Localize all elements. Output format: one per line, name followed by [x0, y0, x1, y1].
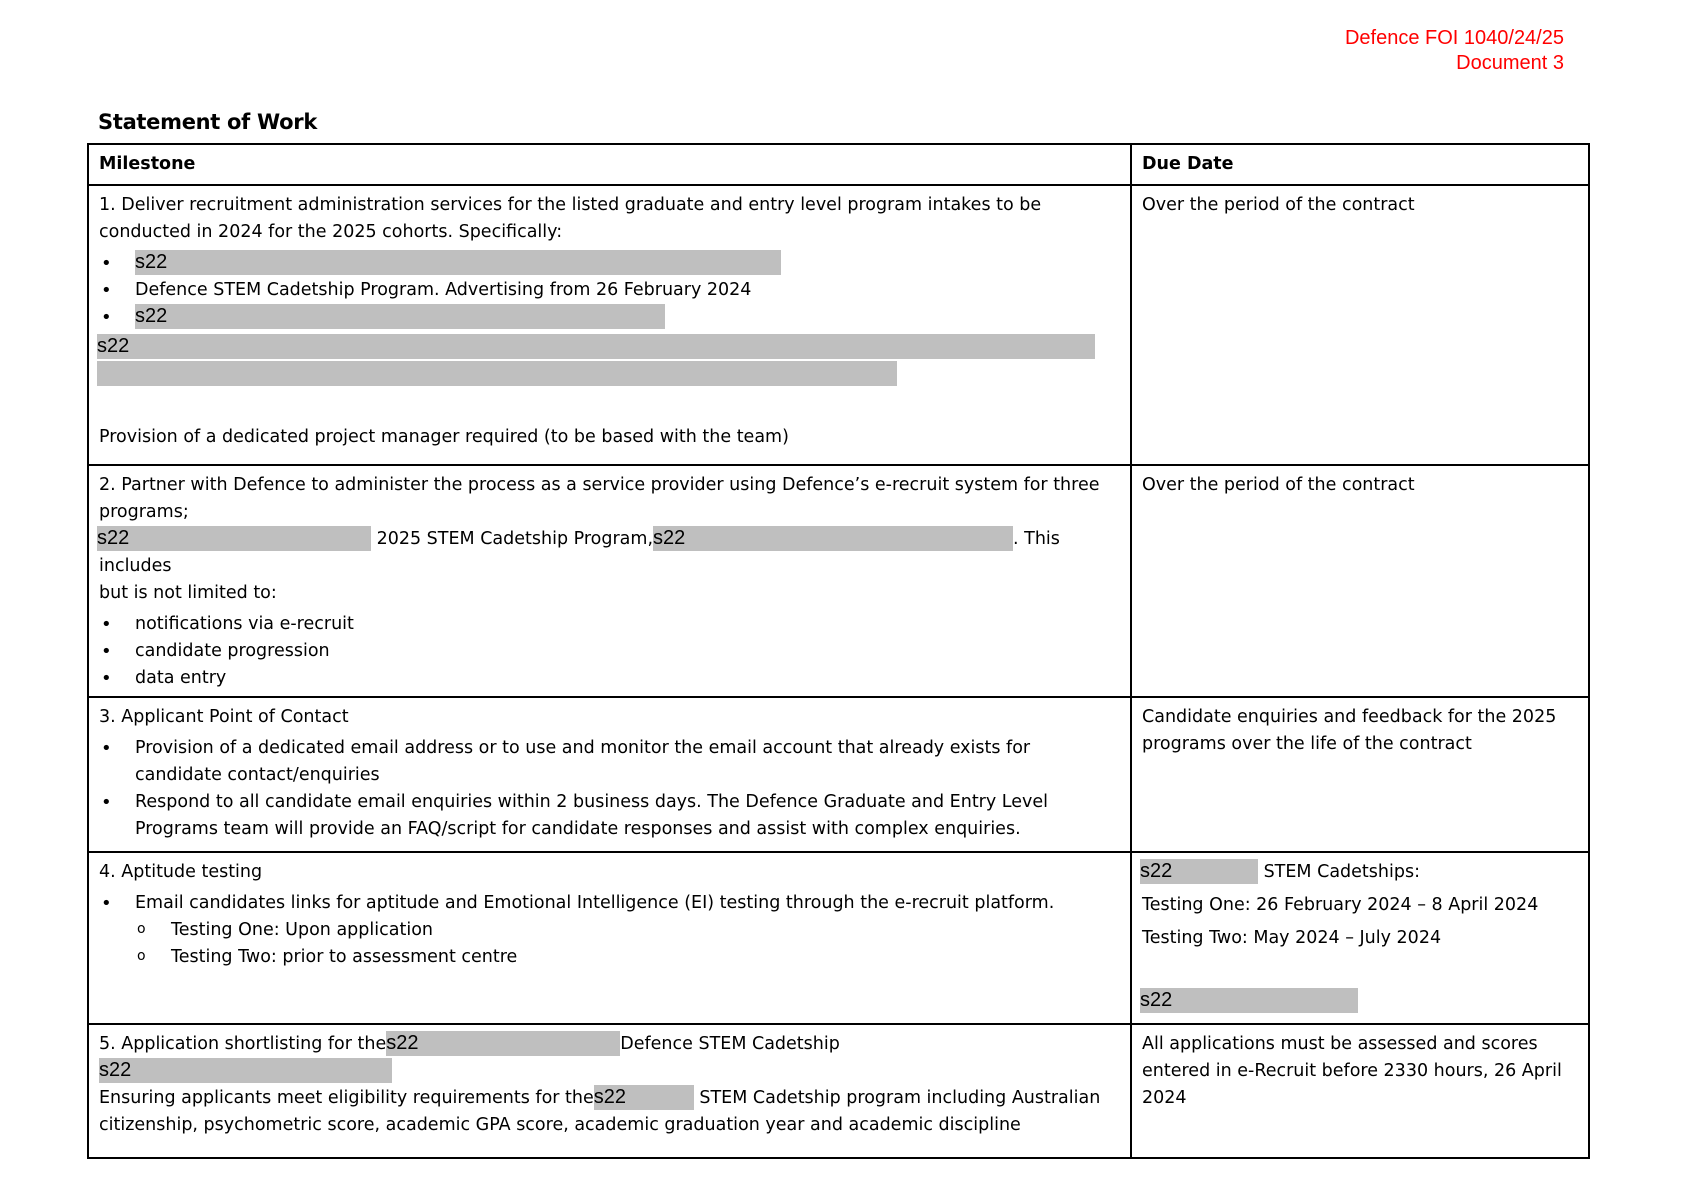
list-item	[99, 250, 1120, 277]
list-item	[99, 304, 1120, 331]
milestone-header: Milestone	[88, 144, 1131, 185]
milestone-cell	[88, 697, 1131, 852]
due-date-text: Candidate enquiries and feedback for the 2025 programs over the life of the contract	[1142, 707, 1557, 754]
program-text: 2025 STEM Cadetship Program,	[376, 529, 654, 549]
due-date-text: Testing Two: May 2024 – July 2024	[1142, 928, 1442, 948]
milestone-cell	[88, 465, 1131, 697]
bullet-list	[99, 611, 1120, 692]
milestone-cell	[88, 185, 1131, 465]
due-date-cell	[1131, 697, 1589, 852]
due-date-text: Over the period of the contract	[1142, 475, 1415, 495]
shortlisting-text: 5. Application shortlisting for the	[99, 1034, 387, 1054]
milestone-text: 2. Partner with Defence to administer the process as a service provider using Defence’s e-recruit system for three programs;	[99, 475, 1100, 522]
due-date-text: Over the period of the contract	[1142, 195, 1415, 215]
sub-bullet-list	[99, 917, 1120, 971]
table-row	[88, 697, 1589, 852]
due-date-cell	[1131, 1024, 1589, 1158]
sub-list-item: o Testing Two: prior to assessment centre	[99, 944, 1120, 971]
due-date-cell	[1131, 852, 1589, 1024]
shortlisting-text: Defence STEM Cadetship	[620, 1034, 840, 1054]
table-row	[88, 852, 1589, 1024]
program-text-end: . This includes	[99, 529, 1060, 576]
statement-of-work-table	[87, 143, 1590, 1159]
eligibility-text: STEM Cadetship program including Australian citizenship, psychometric score, academic GPA score, academic graduation year and academic discipline	[99, 1088, 1101, 1135]
bullet-list	[99, 250, 1120, 331]
milestone-text: 3. Applicant Point of Contact	[99, 707, 349, 727]
milestone-text: but is not limited to:	[99, 583, 277, 603]
redaction-box: s22	[135, 304, 665, 329]
list-item: • Respond to all candidate email enquiries within 2 business days. The Defence Graduate and Entry Level Programs team will provide an FAQ/script for candidate responses and assist with complex enquiries.	[99, 789, 1120, 843]
due-date-text: Testing One: 26 February 2024 – 8 April 2024	[1142, 895, 1539, 915]
due-date-header: Due Date	[1131, 144, 1589, 185]
bullet-list	[99, 890, 1120, 917]
milestone-text	[99, 1085, 1120, 1139]
document-label: Document 3	[1456, 52, 1564, 74]
bullet-list	[99, 735, 1120, 843]
redaction-box	[97, 361, 897, 386]
due-date-heading: STEM Cadetships:	[1263, 862, 1420, 882]
redaction-box: s22	[99, 1058, 392, 1083]
milestone-cell	[88, 852, 1131, 1024]
redaction-box: s22	[594, 1085, 694, 1110]
due-date-text	[1142, 859, 1578, 886]
table-row	[88, 465, 1589, 697]
list-item: • Defence STEM Cadetship Program. Advertising from 26 February 2024	[99, 277, 1120, 304]
milestone-text: Provision of a dedicated project manager required (to be based with the team)	[99, 427, 789, 447]
table-row	[88, 1024, 1589, 1158]
redaction-box: s22	[97, 334, 1095, 359]
sub-list-item: o Testing One: Upon application	[99, 917, 1120, 944]
page-title: Statement of Work	[98, 110, 317, 134]
due-date-cell	[1131, 185, 1589, 465]
redaction-box: s22	[97, 526, 371, 551]
milestone-text	[99, 526, 1120, 580]
table-row	[88, 185, 1589, 465]
list-item: • Provision of a dedicated email address or to use and monitor the email account that already exists for candidate contact/enquiries	[99, 735, 1120, 789]
milestone-text	[99, 1031, 1120, 1085]
redaction-box: s22	[653, 526, 1013, 551]
due-date-cell	[1131, 465, 1589, 697]
milestone-text: 4. Aptitude testing	[99, 862, 263, 882]
due-date-text: All applications must be assessed and scores entered in e-Recruit before 2330 hours, 26 April 2024	[1142, 1034, 1562, 1108]
list-item: • candidate progression	[99, 638, 1120, 665]
table-header-row	[88, 144, 1589, 185]
milestone-cell	[88, 1024, 1131, 1158]
redaction-box: s22	[386, 1031, 620, 1056]
foi-stamp	[1345, 26, 1564, 76]
redaction-box: s22	[135, 250, 781, 275]
list-item: • Email candidates links for aptitude and Emotional Intelligence (EI) testing through the e-recruit platform.	[99, 890, 1120, 917]
milestone-text: 1. Deliver recruitment administration services for the listed graduate and entry level program intakes to be conducted in 2024 for the 2025 cohorts. Specifically:	[99, 195, 1042, 242]
foi-reference: Defence FOI 1040/24/25	[1344, 27, 1564, 49]
redaction-box: s22	[1140, 859, 1258, 884]
list-item: • data entry	[99, 665, 1120, 692]
redaction-box: s22	[1140, 988, 1358, 1013]
list-item: • notifications via e-recruit	[99, 611, 1120, 638]
eligibility-text: Ensuring applicants meet eligibility requirements for the	[99, 1088, 594, 1108]
